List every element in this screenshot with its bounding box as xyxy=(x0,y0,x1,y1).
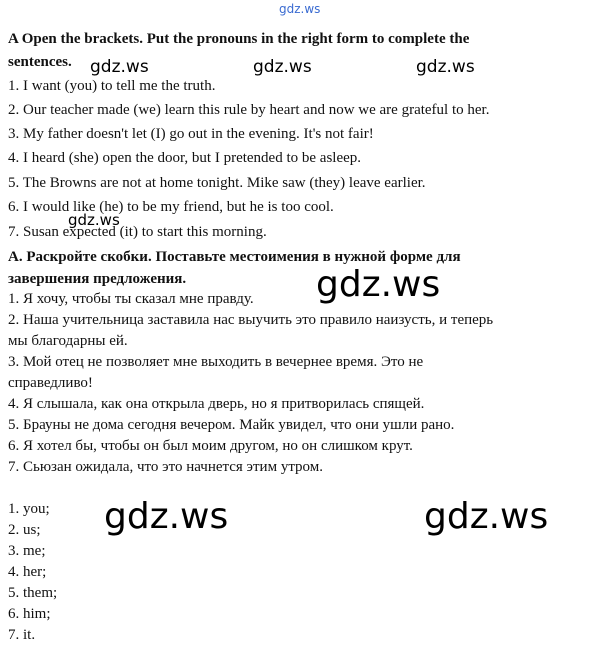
watermark-row1-a: gdz.ws xyxy=(90,57,149,77)
watermark-row1-b: gdz.ws xyxy=(253,57,312,77)
answer-6: 6. him; xyxy=(8,606,51,622)
watermark-top: gdz.ws xyxy=(279,2,321,16)
english-item-7: 7. Susan expected (it) to start this morning. xyxy=(8,224,267,240)
russian-item-2-line2: мы благодарны ей. xyxy=(8,333,128,349)
english-item-2: 2. Our teacher made (we) learn this rule by heart and now we are grateful to her. xyxy=(8,102,490,118)
russian-item-3-line1: 3. Мой отец не позволяет мне выходить в вечернее время. Это не xyxy=(8,354,424,370)
english-heading-line2: sentences. xyxy=(8,54,72,70)
watermark-bottom-left: gdz.ws xyxy=(104,496,229,537)
answer-1: 1. you; xyxy=(8,501,50,517)
russian-item-4: 4. Я слышала, как она открыла дверь, но я притворилась спящей. xyxy=(8,396,425,412)
watermark-inline-susan: gdz.ws xyxy=(68,211,120,229)
english-heading-line1: A Open the brackets. Put the pronouns in the right form to complete the xyxy=(8,31,470,47)
english-item-1: 1. I want (you) to tell me the truth. xyxy=(8,78,216,94)
russian-item-2-line1: 2. Наша учительница заставила нас выучить это правило наизусть, и теперь xyxy=(8,312,494,328)
russian-heading-line1: А. Раскройте скобки. Поставьте местоимения в нужной форме для xyxy=(8,249,461,265)
russian-item-5: 5. Брауны не дома сегодня вечером. Майк увидел, что они ушли рано. xyxy=(8,417,455,433)
english-item-6: 6. I would like (he) to be my friend, but he is too cool. xyxy=(8,199,334,215)
russian-heading-line2: завершения предложения. xyxy=(8,271,187,287)
english-item-4: 4. I heard (she) open the door, but I pretended to be asleep. xyxy=(8,150,362,166)
watermark-row1-c: gdz.ws xyxy=(416,57,475,77)
answer-2: 2. us; xyxy=(8,522,41,538)
english-item-5: 5. The Browns are not at home tonight. Mike saw (they) leave earlier. xyxy=(8,175,426,191)
watermark-mid-large: gdz.ws xyxy=(316,264,441,305)
english-item-3: 3. My father doesn't let (I) go out in the evening. It's not fair! xyxy=(8,126,374,142)
answer-7: 7. it. xyxy=(8,627,36,643)
watermark-bottom-right: gdz.ws xyxy=(424,496,549,537)
answer-3: 3. me; xyxy=(8,543,46,559)
russian-item-7: 7. Сьюзан ожидала, что это начнется этим утром. xyxy=(8,459,324,475)
russian-item-1: 1. Я хочу, чтобы ты сказал мне правду. xyxy=(8,291,254,307)
russian-item-3-line2: справедливо! xyxy=(8,375,93,391)
russian-item-6: 6. Я хотел бы, чтобы он был моим другом, но он слишком крут. xyxy=(8,438,413,454)
answer-4: 4. her; xyxy=(8,564,47,580)
answer-5: 5. them; xyxy=(8,585,58,601)
